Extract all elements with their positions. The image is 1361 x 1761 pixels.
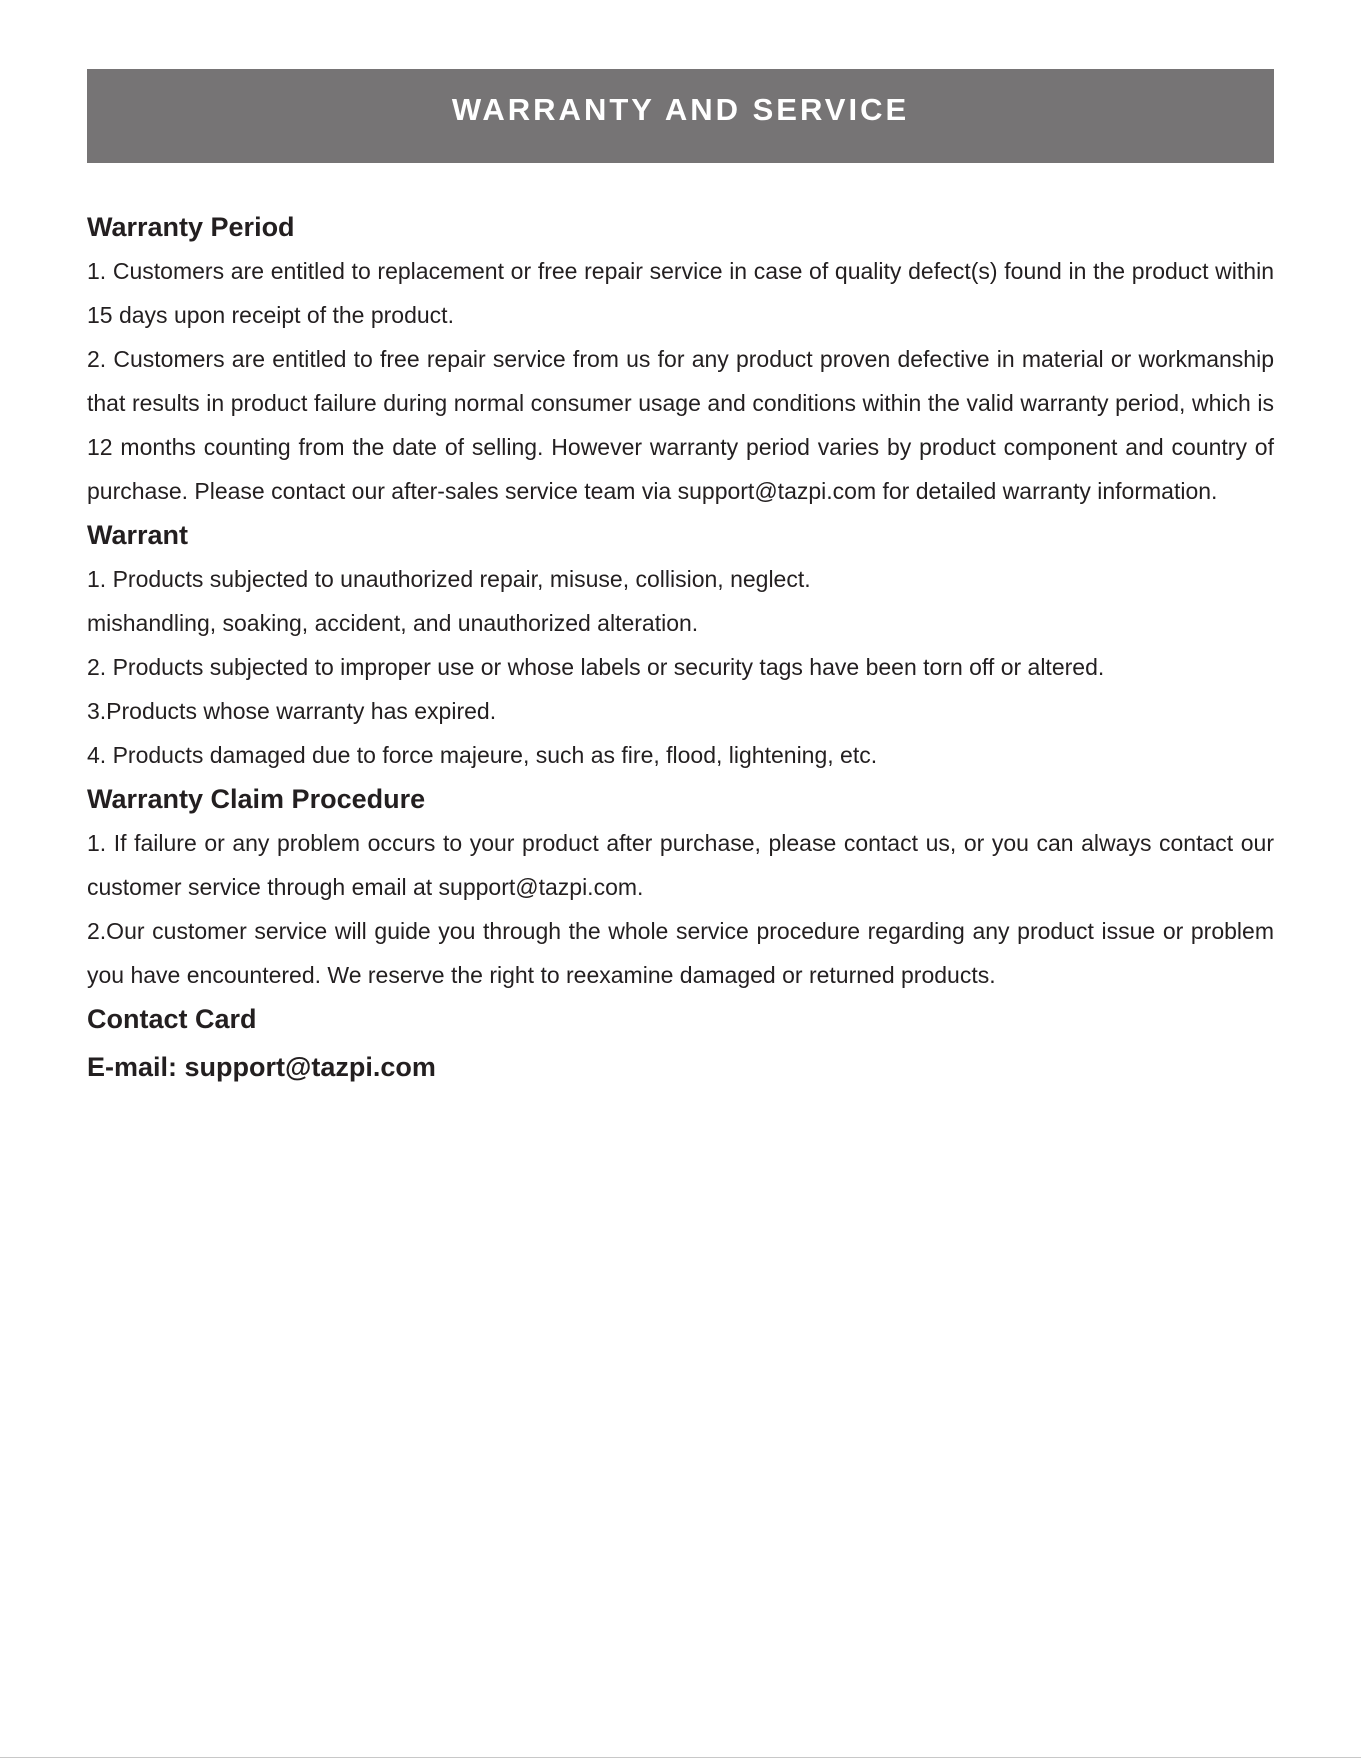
contact-email: E-mail: support@tazpi.com	[87, 1052, 436, 1082]
section-warranty-period	[87, 205, 1274, 513]
claim-procedure-item-1: 1. If failure or any problem occurs to your product after purchase, please contact us, or you can always contact our customer service through email at support@tazpi.com.	[87, 830, 1274, 900]
section-heading-contact-card: Contact Card	[87, 1004, 257, 1034]
section-contact-card	[87, 997, 1274, 1091]
warrant-item-1-continued: mishandling, soaking, accident, and unauthorized alteration.	[87, 610, 699, 636]
warranty-period-item-1: 1. Customers are entitled to replacement or free repair service in case of quality defect(s) found in the product within 15 days upon receipt of the product.	[87, 258, 1274, 328]
section-warrant	[87, 513, 1274, 777]
warrant-item-2: 2. Products subjected to improper use or whose labels or security tags have been torn off or altered.	[87, 654, 1105, 680]
warrant-item-1: 1. Products subjected to unauthorized repair, misuse, collision, neglect.	[87, 566, 811, 592]
page-bottom-divider	[0, 1757, 1361, 1758]
section-claim-procedure	[87, 777, 1274, 997]
title-banner	[87, 69, 1274, 163]
warrant-item-4: 4. Products damaged due to force majeure, such as fire, flood, lightening, etc.	[87, 742, 878, 768]
warrant-item-3: 3.Products whose warranty has expired.	[87, 698, 497, 724]
warranty-period-item-2: 2. Customers are entitled to free repair service from us for any product proven defective in material or workmanship that results in product failure during normal consumer usage and conditions within the valid warranty period, which is 12 months counting from the date of selling. However warranty period varies by product component and country of purchase. Please contact our after-sales service team via support@tazpi.com for detailed warranty information.	[87, 346, 1274, 504]
section-heading-warrant: Warrant	[87, 520, 189, 550]
page-title: WARRANTY AND SERVICE	[451, 92, 910, 127]
claim-procedure-item-2: 2.Our customer service will guide you through the whole service procedure regarding any product issue or problem you have encountered. We reserve the right to reexamine damaged or returned products.	[87, 918, 1274, 988]
section-heading-warranty-period: Warranty Period	[87, 212, 295, 242]
document-body	[87, 205, 1274, 1091]
section-heading-claim-procedure: Warranty Claim Procedure	[87, 784, 426, 814]
